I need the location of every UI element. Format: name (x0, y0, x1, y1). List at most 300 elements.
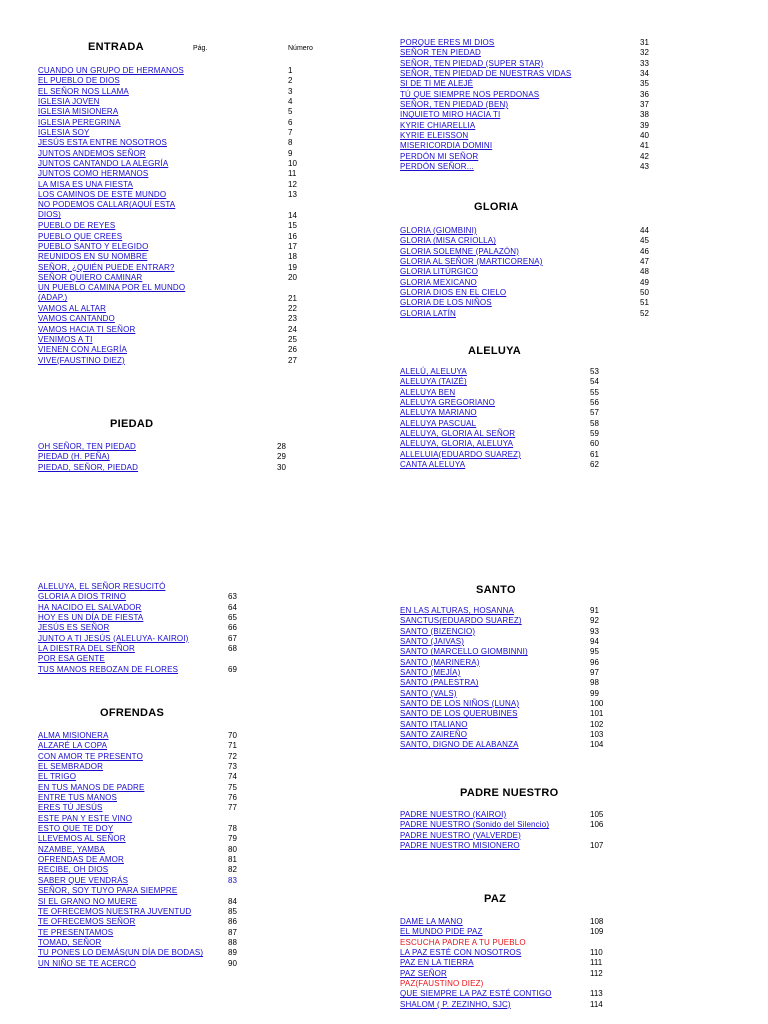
song-title: ESCUCHA PADRE A TU PUEBLO (400, 937, 526, 947)
ofrendas-list (38, 731, 258, 969)
song-link[interactable]: SANTO (MARCELLO GIOMBINNI) (400, 647, 528, 657)
page-number: 110 (590, 948, 603, 958)
list-item (400, 288, 660, 298)
song-link[interactable]: UN NIÑO SE TE ACERCÓ (38, 958, 136, 968)
list-item (400, 247, 660, 257)
list-item (400, 730, 620, 740)
page-number: 63 (228, 592, 237, 602)
section-title-paz: PAZ (484, 893, 507, 905)
song-link[interactable]: SEÑOR, TEN PIEDAD DE NUESTRAS VIDAS (400, 69, 572, 79)
song-link[interactable]: VIENEN CON ALEGRÍA (38, 345, 127, 355)
song-link[interactable]: JESÚS ES SEÑOR (38, 623, 110, 633)
page-number: 26 (288, 345, 297, 355)
list-item (38, 442, 300, 452)
song-link[interactable]: SANTO, DIGNO DE ALABANZA (400, 740, 519, 750)
page-number: 80 (228, 844, 237, 854)
list-item (38, 731, 258, 741)
page-number: 28 (277, 442, 286, 451)
list-item (400, 831, 620, 841)
page-number: 49 (640, 277, 649, 287)
song-link[interactable]: SANTO DE LOS NIÑOS (LUNA) (400, 699, 520, 709)
page-number: 96 (590, 657, 599, 667)
page-number: 21 (288, 293, 297, 303)
song-link[interactable]: SANCTUS(EDUARDO SUAREZ) (400, 616, 522, 626)
list-item (38, 169, 300, 179)
song-link[interactable]: GLORIA LATÍN (400, 308, 456, 318)
list-item (400, 709, 620, 719)
list-item (400, 637, 620, 647)
song-link[interactable]: ALELUYA, GLORIA AL SEÑOR (400, 429, 516, 439)
page-number: 27 (288, 355, 297, 365)
list-item (38, 897, 258, 907)
list-item (400, 969, 620, 979)
song-link[interactable]: SABER QUE VENDRÁS (38, 875, 129, 885)
page-number: 56 (590, 398, 599, 408)
page-number: 6 (288, 117, 293, 127)
song-link[interactable]: IGLESIA PEREGRINA (38, 117, 121, 127)
list-item (38, 865, 258, 875)
page-number: 89 (228, 948, 237, 958)
paz-list (400, 917, 620, 1010)
list-item (38, 335, 300, 345)
song-link[interactable]: DAME LA MANO (400, 917, 463, 926)
list-item (38, 665, 258, 675)
song-link[interactable]: JUNTO A TI JESÚS (ALELUYA- KAIROI) (38, 633, 189, 643)
list-item (400, 110, 660, 120)
song-link[interactable]: PADRE NUESTRO (Sonido del Silencio) (400, 820, 550, 830)
list-item (38, 107, 300, 117)
song-link[interactable]: HOY ES UN DÍA DE FIESTA (38, 613, 144, 623)
list-item (400, 689, 620, 699)
song-link[interactable]: SANTO (VALS) (400, 688, 457, 698)
song-link[interactable]: SEÑOR TEN PIEDAD (400, 48, 481, 58)
page-number: 30 (277, 462, 286, 472)
song-link[interactable]: ALELUYA, EL SEÑOR RESUCITÓ (38, 582, 166, 591)
song-link[interactable]: CON AMOR TE PRESENTO (38, 751, 143, 761)
song-link[interactable]: ERES TÚ JESÚS (38, 803, 103, 813)
page-number: 84 (228, 896, 237, 906)
song-link[interactable]: ALELUYA PASCUAL (400, 418, 477, 428)
list-item (38, 180, 300, 190)
song-link[interactable]: TÚ QUE SIEMPRE NOS PERDONAS (400, 89, 540, 99)
song-link[interactable]: GLORIA SOLEMNE (PALAZÓN) (400, 246, 520, 256)
list-item (400, 958, 620, 968)
song-link[interactable]: OFRENDAS DE AMOR (38, 855, 124, 865)
song-link[interactable]: EN LAS ALTURAS, HOSANNA (400, 606, 515, 615)
page-number: 70 (228, 731, 237, 740)
list-item (38, 793, 258, 803)
song-link[interactable]: OH SEÑOR, TEN PIEDAD (38, 442, 136, 451)
list-item (38, 356, 300, 366)
list-item (400, 658, 620, 668)
song-link[interactable]: VAMOS HACIA TI SEÑOR (38, 324, 136, 334)
page-number: 87 (228, 927, 237, 937)
song-link[interactable]: GLORIA MEXICANO (400, 277, 477, 287)
song-link[interactable]: SANTO (BIZENCIO) (400, 626, 476, 636)
song-link[interactable]: GLORIA (GIOMBINI) (400, 226, 477, 235)
song-link[interactable]: SI DE TI ME ALEJÉ (400, 79, 474, 89)
song-link[interactable]: PERDÓN SEÑOR... (400, 162, 474, 172)
list-item (38, 221, 300, 231)
song-link[interactable]: ALLELUIA(EDUARDO SUAREZ) (400, 449, 521, 459)
aleluya-continued-list (38, 582, 258, 675)
song-link[interactable]: PADRE NUESTRO MISIONERO (400, 841, 520, 851)
song-link[interactable]: TUS MANOS REBOZAN DE FLORES (38, 664, 179, 674)
song-link[interactable]: NZAMBE, YAMBA (38, 844, 106, 854)
song-link[interactable]: JESÚS ESTA ENTRE NOSOTROS (38, 138, 167, 148)
santo-list (400, 606, 620, 751)
song-link[interactable]: PERDÓN MI SEÑOR (400, 151, 479, 161)
song-link[interactable]: SANTO (MARINERA) (400, 657, 480, 667)
song-link[interactable]: GLORIA DIOS EN EL CIELO (400, 288, 507, 298)
section-title-santo: SANTO (476, 584, 516, 596)
list-item (400, 309, 660, 319)
list-item (38, 273, 300, 283)
page-number: 48 (640, 267, 649, 277)
page-number: 83 (228, 875, 237, 885)
song-link[interactable]: POR ESA GENTE (38, 654, 105, 664)
song-link[interactable]: PUEBLO DE REYES (38, 221, 116, 231)
song-link[interactable]: TOMAD, SEÑOR (38, 937, 102, 947)
page-number: 60 (590, 439, 599, 449)
page-number: 99 (590, 688, 599, 698)
song-link[interactable]: SEÑOR, TEN PIEDAD (BEN) (400, 100, 509, 110)
song-link[interactable]: SI EL GRANO NO MUERE (38, 896, 138, 906)
song-link[interactable]: PAZ SEÑOR (400, 968, 447, 978)
list-item (38, 834, 258, 844)
list-item (400, 408, 620, 418)
page-number: 101 (590, 709, 604, 719)
list-item (38, 592, 258, 602)
page-number: 74 (228, 772, 237, 782)
page-number: 35 (640, 79, 649, 89)
list-item (400, 668, 620, 678)
song-link[interactable]: GLORIA DE LOS NIÑOS (400, 298, 492, 308)
song-link[interactable]: KYRIE ELEISSON (400, 131, 469, 141)
page-number: 20 (288, 272, 297, 282)
song-link[interactable]: INQUIETO MIRO HACIA TI (400, 110, 501, 120)
page-number: 55 (590, 387, 599, 397)
list-item (38, 634, 258, 644)
song-link[interactable]: SANTO DE LOS QUERUBINES (400, 709, 518, 719)
section-title-ofrendas: OFRENDAS (100, 707, 165, 719)
song-link[interactable]: IGLESIA JOVEN (38, 97, 100, 107)
page-number: 91 (590, 606, 599, 615)
page-number: 107 (590, 841, 604, 851)
page-number: 19 (288, 262, 297, 272)
page-number: 37 (640, 100, 649, 110)
page-number: 23 (288, 314, 297, 324)
song-link[interactable]: ALZARÉ LA COPA (38, 741, 108, 751)
page-number: 105 (590, 810, 604, 819)
page-number: 59 (590, 429, 599, 439)
list-item (400, 627, 620, 637)
page-number: 81 (228, 855, 237, 865)
list-item (400, 59, 660, 69)
list-item (38, 876, 258, 886)
list-item (38, 283, 300, 304)
list-item (38, 886, 258, 896)
song-link[interactable]: VAMOS CANTANDO (38, 314, 115, 324)
list-item (38, 855, 258, 865)
page-number: 62 (590, 460, 599, 470)
page-number: 18 (288, 252, 297, 262)
song-link[interactable]: ENTRE TUS MANOS (38, 793, 117, 803)
song-link[interactable]: EN TUS MANOS DE PADRE (38, 782, 145, 792)
song-link[interactable]: SEÑOR, ¿QUIÉN PUEDE ENTRAR? (38, 262, 175, 272)
list-item (38, 644, 258, 654)
page-number: 73 (228, 762, 237, 772)
list-item (38, 304, 300, 314)
song-link[interactable]: ALELUYA GREGORIANO (400, 398, 496, 408)
song-link[interactable]: LA PAZ ESTÉ CON NOSOTROS (400, 948, 522, 958)
list-item (400, 699, 620, 709)
page-number: 104 (590, 740, 604, 750)
page-number: 66 (228, 623, 237, 633)
page-number: 72 (228, 751, 237, 761)
list-item (38, 938, 258, 948)
song-link[interactable]: QUE SIEMPRE LA PAZ ESTÉ CONTIGO (400, 989, 552, 999)
list-item (400, 298, 660, 308)
page-number: 16 (288, 231, 297, 241)
list-item (38, 87, 300, 97)
song-link[interactable]: SANTO ITALIANO (400, 719, 468, 729)
page-number: 5 (288, 107, 293, 117)
page-number: 61 (590, 449, 599, 459)
list-item (38, 149, 300, 159)
page-number: 68 (228, 644, 237, 654)
list-item (38, 452, 300, 462)
song-link[interactable]: VAMOS AL ALTAR (38, 303, 107, 313)
numero-label: Número (288, 45, 313, 52)
list-item (400, 678, 620, 688)
list-item (38, 325, 300, 335)
page-number: 17 (288, 241, 297, 251)
page-number: 14 (288, 210, 297, 220)
page-number: 34 (640, 69, 649, 79)
list-item (400, 927, 620, 937)
list-item (38, 66, 300, 76)
song-link[interactable]: CANTA ALELUYA (400, 460, 466, 470)
page-number: 15 (288, 221, 297, 231)
pag-label: Pág. (193, 45, 208, 52)
song-link[interactable]: ALELÚ, ALELUYA (400, 367, 467, 376)
song-link[interactable]: LOS CAMINOS DE ESTE MUNDO (38, 190, 167, 200)
page-number: 77 (228, 803, 237, 813)
list-item (38, 463, 300, 473)
page-number: 111 (590, 958, 603, 968)
list-item (38, 252, 300, 262)
page-number: 45 (640, 236, 649, 246)
song-link[interactable]: JUNTOS CANTANDO LA ALEGRÍA (38, 159, 169, 169)
song-link[interactable]: GLORIA AL SEÑOR (MARTICORENA) (400, 257, 543, 267)
list-item (38, 118, 300, 128)
song-link[interactable]: GLORIA A DIOS TRINO (38, 592, 127, 602)
page-number: 100 (590, 699, 604, 709)
list-item (38, 824, 258, 834)
song-link[interactable]: SEÑOR, SOY TUYO PARA SIEMPRE (38, 886, 178, 896)
song-link[interactable]: SANTO (MEJÍA) (400, 668, 461, 678)
page-number: 94 (590, 637, 599, 647)
song-link[interactable]: ALELUYA MARIANO (400, 408, 477, 418)
song-link[interactable]: VENIMOS A TI (38, 334, 93, 344)
gloria-list (400, 226, 660, 319)
entrada-list (38, 66, 300, 366)
list-item (400, 450, 620, 460)
list-item (38, 603, 258, 613)
list-item (38, 845, 258, 855)
page-number: 32 (640, 48, 649, 58)
page-number: 33 (640, 58, 649, 68)
song-link[interactable]: IGLESIA MISIONERA (38, 107, 119, 117)
page-number: 97 (590, 668, 599, 678)
list-item (400, 367, 620, 377)
page-number: 4 (288, 97, 293, 107)
song-link[interactable]: SEÑOR, TEN PIEDAD (SUPER STAR) (400, 58, 544, 68)
song-link[interactable]: GLORIA (MISA CRIOLLA) (400, 236, 497, 246)
list-item (400, 979, 620, 989)
song-link[interactable]: ALMA MISIONERA (38, 731, 109, 740)
list-item (400, 278, 660, 288)
song-link[interactable]: IGLESIA SOY (38, 128, 90, 138)
list-item (38, 783, 258, 793)
list-item (400, 820, 620, 830)
song-link[interactable]: REUNIDOS EN SU NOMBRE (38, 252, 148, 262)
song-link[interactable]: LA MISA ES UNA FIESTA (38, 179, 134, 189)
song-link[interactable]: PORQUE ERES MI DIOS (400, 38, 495, 47)
song-link[interactable]: JUNTOS COMO HERMANOS (38, 169, 149, 179)
list-item (400, 439, 620, 449)
list-item (38, 232, 300, 242)
list-item (38, 613, 258, 623)
song-link[interactable]: PADRE NUESTRO (KAIROI) (400, 810, 507, 819)
song-link[interactable]: PAZ EN LA TIERRA (400, 958, 474, 968)
page-number: 90 (228, 958, 237, 968)
list-item (400, 141, 660, 151)
song-link[interactable]: ESTO QUE TE DOY (38, 824, 114, 834)
song-link[interactable]: PADRE NUESTRO (VALVERDE) (400, 830, 521, 840)
song-link[interactable]: ALELUYA, GLORIA, ALELUYA (400, 439, 514, 449)
page-number: 10 (288, 159, 297, 169)
page-number: 9 (288, 148, 293, 158)
list-item (400, 121, 660, 131)
song-link[interactable]: TE PRESENTAMOS (38, 927, 114, 937)
song-link[interactable]: HA NACIDO EL SALVADOR (38, 602, 142, 612)
list-item (400, 236, 660, 246)
page-number: 114 (590, 999, 603, 1009)
list-item (400, 226, 660, 236)
page-number: 22 (288, 303, 297, 313)
page-number: 106 (590, 820, 604, 830)
song-link[interactable]: VIVE(FAUSTINO DIEZ) (38, 355, 125, 365)
song-link[interactable]: CUANDO UN GRUPO DE HERMANOS (38, 66, 184, 75)
song-link[interactable]: TE OFRECEMOS SEÑOR (38, 917, 136, 927)
page-number: 39 (640, 120, 649, 130)
song-link[interactable]: GLORIA LITÚRGICO (400, 267, 478, 277)
song-link[interactable]: ALELUYA BEN (400, 387, 456, 397)
page-number: 12 (288, 179, 297, 189)
song-link[interactable]: SHALOM ( P. ZEZINHO, SJC) (400, 999, 511, 1009)
song-link[interactable]: RECIBE, OH DIOS (38, 865, 109, 875)
page-number: 40 (640, 131, 649, 141)
song-link[interactable]: TE OFRECEMOS NUESTRA JUVENTUD (38, 906, 192, 916)
list-item (400, 162, 660, 172)
list-item (38, 772, 258, 782)
song-link[interactable]: SANTO ZAIREÑO (400, 730, 468, 740)
song-link[interactable]: EL MUNDO PIDE PAZ (400, 927, 483, 937)
song-link[interactable]: SANTO (JAIVAS) (400, 637, 465, 647)
section-title-gloria: GLORIA (474, 201, 519, 213)
song-link[interactable]: EL PUEBLO DE DIOS (38, 76, 120, 86)
page-number: 52 (640, 308, 649, 318)
section-title-aleluya: ALELUYA (468, 345, 522, 357)
list-item (38, 928, 258, 938)
page-number: 65 (228, 613, 237, 623)
list-item (38, 345, 300, 355)
song-link[interactable]: SANTO (PALESTRA) (400, 678, 479, 688)
song-link[interactable]: PIEDAD, SEÑOR, PIEDAD (38, 462, 139, 472)
song-link[interactable]: ESTE PAN Y ESTE VINO (38, 813, 133, 823)
song-link[interactable]: PUEBLO QUE CREES (38, 231, 123, 241)
page-number: 29 (277, 452, 286, 462)
list-item (400, 429, 620, 439)
list-item (400, 720, 620, 730)
page-number: 3 (288, 86, 293, 96)
page-number: 7 (288, 128, 293, 138)
song-link[interactable]: EL TRIGO (38, 772, 77, 782)
list-item (400, 616, 620, 626)
page-number: 1 (288, 66, 293, 75)
song-link[interactable]: UN PUEBLO CAMINA POR EL MUNDO (ADAP.) (38, 283, 186, 303)
song-link[interactable]: SEÑOR QUIERO CAMINAR (38, 272, 143, 282)
page-number: 112 (590, 968, 603, 978)
list-item (38, 582, 258, 592)
piedad-continued-list (400, 38, 660, 172)
page-number: 43 (640, 162, 649, 172)
page-number: 67 (228, 633, 237, 643)
list-item (400, 938, 620, 948)
page-number: 50 (640, 288, 649, 298)
song-link[interactable]: LLEVEMOS AL SEÑOR (38, 834, 126, 844)
song-link[interactable]: NO PODEMOS CALLAR(AQUÍ ESTA DIOS) (38, 200, 176, 220)
song-link[interactable]: JUNTOS ANDEMOS SEÑOR (38, 148, 146, 158)
song-link[interactable]: MISERICORDIA DOMINI (400, 141, 493, 151)
song-link[interactable]: LA DIESTRA DEL SEÑOR (38, 644, 135, 654)
list-item (400, 152, 660, 162)
section-title-piedad: PIEDAD (110, 418, 154, 430)
song-title: PAZ(FAUSTINO DIEZ) (400, 979, 484, 989)
song-link[interactable]: ALELUYA (TAIZÉ) (400, 377, 467, 387)
list-item (38, 907, 258, 917)
page-number: 78 (228, 824, 237, 834)
song-link[interactable]: EL SEMBRADOR (38, 762, 104, 772)
page-number: 47 (640, 257, 649, 267)
list-item (400, 69, 660, 79)
song-link[interactable]: PUEBLO SANTO Y ELEGIDO (38, 241, 149, 251)
song-link[interactable]: EL SEÑOR NOS LLAMA (38, 86, 129, 96)
page-number: 71 (228, 741, 237, 751)
page-number: 42 (640, 151, 649, 161)
page-number: 8 (288, 138, 293, 148)
song-link[interactable]: PIEDAD (H. PEÑA) (38, 452, 110, 462)
list-item (38, 948, 258, 958)
page-number: 76 (228, 793, 237, 803)
song-link[interactable]: KYRIE CHIARELLIA (400, 120, 476, 130)
song-link[interactable]: TU PONES LO DEMÁS(UN DÍA DE BODAS) (38, 948, 204, 958)
list-item (400, 740, 620, 750)
list-item (38, 654, 258, 664)
section-title-entrada: ENTRADA (88, 41, 144, 53)
